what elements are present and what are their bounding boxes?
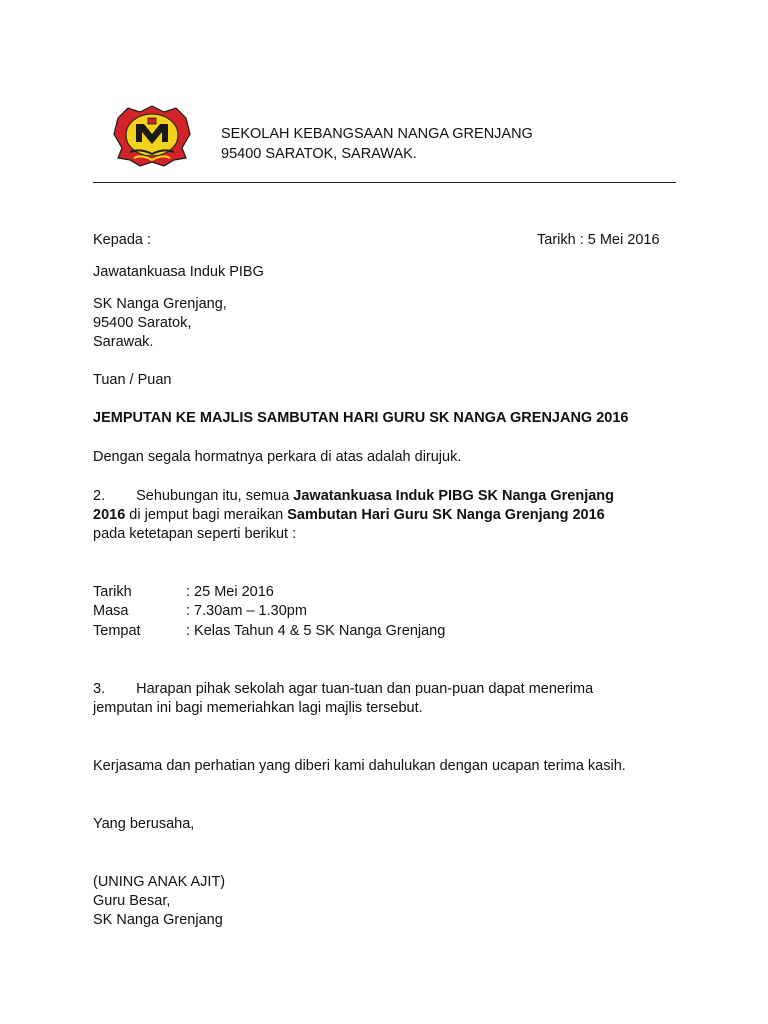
detail-value: : Kelas Tahun 4 & 5 SK Nanga Grenjang [186,623,446,639]
signatory-title: Guru Besar, [93,893,171,909]
detail-label: Tarikh [93,584,132,600]
para2-text: di jemput bagi meraikan [125,507,288,523]
paragraph-2-line-2 [93,506,605,525]
recipient-address-line: 95400 Saratok, [93,315,192,331]
detail-value: : 7.30am – 1.30pm [186,603,307,619]
detail-row [93,602,307,621]
letter-date: Tarikh : 5 Mei 2016 [537,232,660,248]
paragraph-2-line-1 [93,487,614,506]
paragraph-number: 2. [93,488,106,504]
recipient-committee: Jawatankuasa Induk PIBG [93,264,264,280]
signatory-name: (UNING ANAK AJIT) [93,874,226,890]
header-divider [93,182,676,183]
paragraph-3-line-2: jemputan ini bagi memeriahkan lagi majlis tersebut. [93,700,423,716]
school-crest-icon [112,104,192,168]
sign-off: Yang berusaha, [93,816,195,832]
paragraph-number: 3. [93,681,106,697]
para3-text: Harapan pihak sekolah agar tuan-tuan dan puan-puan dapat menerima [136,681,594,697]
paragraph-3-line-1 [93,680,593,699]
closing-paragraph: Kerjasama dan perhatian yang diberi kami dahulukan dengan ucapan terima kasih. [93,758,626,774]
detail-row [93,622,445,641]
para2-bold-committee: Jawatankuasa Induk PIBG SK Nanga Grenjang [293,488,614,504]
detail-label: Masa [93,603,129,619]
school-address: 95400 SARATOK, SARAWAK. [221,146,417,162]
to-label: Kepada : [93,232,152,248]
detail-label: Tempat [93,623,141,639]
detail-row [93,583,274,602]
detail-value: : 25 Mei 2016 [186,584,274,600]
para2-bold-event: Sambutan Hari Guru SK Nanga Grenjang 2016 [287,507,605,523]
recipient-address-line: SK Nanga Grenjang, [93,296,227,312]
salutation: Tuan / Puan [93,372,172,388]
para2-text: Sehubungan itu, semua [136,488,294,504]
letter-subject: JEMPUTAN KE MAJLIS SAMBUTAN HARI GURU SK NANGA GRENJANG 2016 [93,410,629,426]
recipient-address-line: Sarawak. [93,334,154,350]
intro-paragraph: Dengan segala hormatnya perkara di atas adalah dirujuk. [93,449,462,465]
paragraph-2-line-3: pada ketetapan seperti berikut : [93,526,297,542]
para2-bold-year: 2016 [93,507,126,523]
school-name: SEKOLAH KEBANGSAAN NANGA GRENJANG [221,126,533,142]
signatory-school: SK Nanga Grenjang [93,912,223,928]
